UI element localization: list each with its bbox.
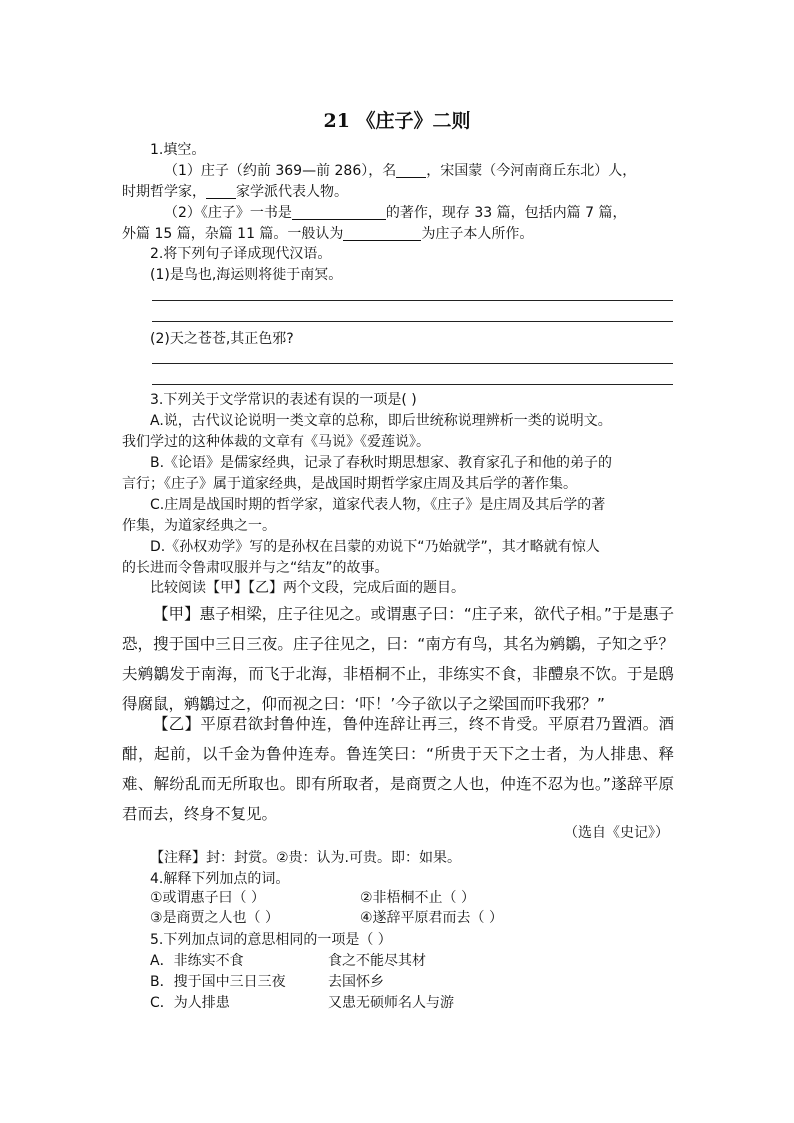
q4-item-2: ②非梧桐不止（ ） (360, 890, 476, 906)
q3-option-c-cont: 作集，为道家经典之一。 (122, 518, 276, 534)
q1-item-2-text-a: （2）《庄子》一书是 (164, 205, 292, 221)
q1-item-1-text-b: ，宋国蒙（今河南商丘东北）人， (426, 163, 637, 179)
q1-item-1-cont (122, 182, 348, 202)
q4-heading: 4.解释下列加点的词。 (150, 871, 290, 887)
q5-option-a-right: 食之不能尽其材 (328, 953, 426, 969)
q1-item-2-text-b: 的著作，现存 33 篇，包括内篇 7 篇， (385, 205, 627, 221)
q1-item-1 (164, 161, 636, 181)
comparison-intro: 比较阅读【甲】【乙】两个文段，完成后面的题目。 (150, 580, 465, 596)
answer-line[interactable] (152, 363, 673, 364)
q5-option-c-right: 又患无硕师名人与游 (328, 995, 454, 1011)
fill-blank[interactable] (396, 163, 426, 178)
source-citation: （选自《史记》） (564, 825, 669, 841)
q1-item-2-text-d: 为庄子本人所作。 (421, 226, 534, 242)
q3-option-b: B.《论语》是儒家经典，记录了春秋时期思想家、教育家孔子和他的弟子的 (150, 455, 613, 471)
fill-blank[interactable] (292, 205, 386, 220)
q2-heading: 2.将下列句子译成现代汉语。 (150, 246, 332, 262)
q3-heading: 3.下列关于文学常识的表述有误的一项是( ) (150, 392, 417, 408)
q1-item-1-text-a: （1）庄子（约前 369—前 286），名 (164, 163, 397, 179)
q3-option-b-cont: 言行；《庄子》属于道家经典，是战国时期哲学家庄周及其后学的著作集。 (122, 476, 577, 492)
annotation-note: 【注释】封：封赏。②贵：认为.可贵。即：如果。 (150, 850, 461, 866)
q1-item-1-text-c: 时期哲学家， (122, 184, 206, 200)
fill-blank[interactable] (343, 226, 421, 241)
q2-sentence-2: (2)天之苍苍,其正色邪? (150, 331, 294, 347)
passage-yi (122, 709, 674, 829)
q1-item-2-text-c: 外篇 15 篇，杂篇 11 篇。一般认为 (122, 226, 344, 242)
answer-line[interactable] (152, 300, 673, 301)
q5-option-c-left: C．为人排患 (150, 995, 230, 1011)
q1-item-2 (164, 203, 626, 223)
passage-jia (122, 599, 674, 719)
q5-option-a-left: A．非练实不食 (150, 953, 244, 969)
q5-option-b-right: 去国怀乡 (328, 974, 384, 990)
q3-option-c: C.庄周是战国时期的哲学家，道家代表人物，《庄子》是庄周及其后学的著 (150, 497, 606, 513)
q4-item-1: ①或谓惠子曰（ ） (150, 890, 266, 906)
q5-heading: 5.下列加点词的意思相同的一项是（ ） (150, 932, 392, 948)
page-title: 21 《庄子》二则 (323, 110, 471, 132)
fill-blank[interactable] (206, 184, 236, 199)
q3-option-a: A.说，古代议论说明一类文章的总称，即后世统称说理辨析一类的说明文。 (150, 413, 612, 429)
q3-option-a-cont: 我们学过的这种体裁的文章有《马说》《爱莲说》。 (122, 434, 430, 450)
passage-jia-text: 【甲】惠子相梁，庄子往见之。或谓惠子曰：“庄子来，欲代子相。”于是惠子恐，搜于国中三日三夜。庄子往见之，曰：“南方有鸟，其名为鹓鶵，子知之乎？夫鹓鶵发于南海，而飞于北海，非梧桐不止，非练实不食，非醴泉不饮。于是鸱得腐鼠，鹓鶵过之，仰而视之曰：‘吓！’今子欲以子之梁国而吓我邪？” (122, 605, 674, 713)
q4-item-3: ③是商贾之人也（ ） (150, 910, 280, 926)
q5-option-b-left: B．搜于国中三日三夜 (150, 974, 286, 990)
q1-item-2-cont (122, 224, 533, 244)
answer-line[interactable] (152, 321, 673, 322)
q1-heading: 1.填空。 (150, 142, 206, 158)
answer-line[interactable] (152, 384, 673, 385)
q3-option-d-cont: 的长进而令鲁肃叹服并与之“结友”的故事。 (122, 560, 389, 576)
q2-sentence-1: (1)是鸟也,海运则将徙于南冥。 (150, 267, 343, 283)
passage-yi-text: 【乙】平原君欲封鲁仲连，鲁仲连辞让再三，终不肯受。平原君乃置酒。酒酣，起前，以千金为鲁仲连寿。鲁连笑曰：“所贵于天下之士者，为人排患、释难、解纷乱而无所取也。即有所取者，是商贾之人也，仲连不忍为也。”遂辞平原君而去，终身不复见。 (122, 715, 674, 823)
q1-item-1-text-d: 家学派代表人物。 (236, 184, 348, 200)
q3-option-d: D.《孙权劝学》写的是孙权在吕蒙的劝说下“乃始就学”，其才略就有惊人 (150, 539, 600, 555)
q4-item-4: ④遂辞平原君而去（ ） (360, 910, 504, 926)
